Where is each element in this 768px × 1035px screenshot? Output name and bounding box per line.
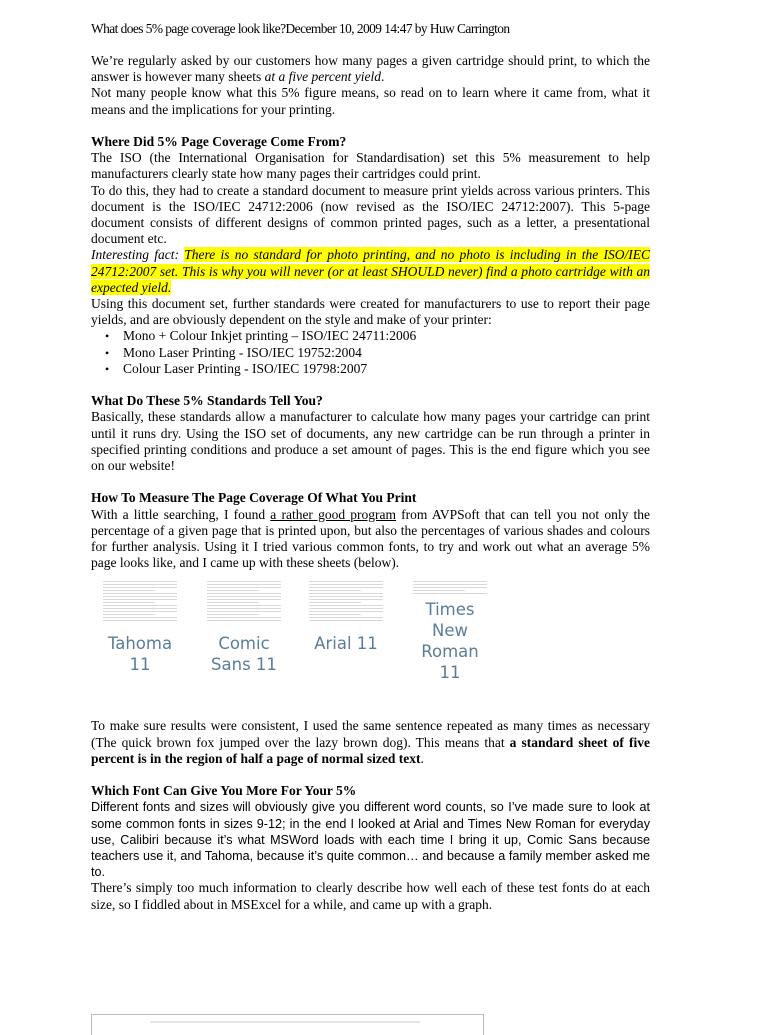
sample-text-line xyxy=(207,605,281,606)
sample-text-line xyxy=(413,584,487,585)
sample-text-line xyxy=(309,599,383,600)
sample-text-line xyxy=(103,590,155,591)
sheet-label: Times New Roman 11 xyxy=(421,600,479,683)
sample-text-line xyxy=(207,593,281,594)
sample-text-line xyxy=(207,614,259,615)
interesting-fact xyxy=(91,247,650,296)
sample-text-line xyxy=(309,590,361,591)
section-heading-origin: Where Did 5% Page Coverage Come From? xyxy=(91,134,347,149)
sample-text-line xyxy=(207,599,281,600)
sample-text-line xyxy=(207,581,281,582)
sheet-label: Arial 11 xyxy=(314,634,378,654)
sample-text-line xyxy=(309,584,383,585)
measure-paragraph-2: To make sure results were consistent, I used the same sentence repeated as many times as necessary (The quick brown fox jumped over the lazy brown dog). This means that a standard sheet of five percent is in the region of half a page of normal sized text. xyxy=(91,718,650,766)
sample-text-line xyxy=(309,587,383,588)
sample-text-line xyxy=(103,599,177,600)
program-link[interactable]: a rather good program xyxy=(270,506,397,522)
sample-sheet-arial xyxy=(305,577,387,693)
sample-text-lines xyxy=(103,581,177,623)
sample-text-line xyxy=(207,584,281,585)
sample-text-lines xyxy=(207,581,281,623)
fonts-paragraph-1: Different fonts and sizes will obviously give you different word counts, so I’ve made sure to look at some common fonts in sizes 9-12; in the end I looked at Arial and Times New Roman for everyday use, Calibiri because it’s what MSWord loads with each time I bring it up, Comic Sans because teachers use it, and Tahoma, because it’s quite common… and because a family member asked me to. xyxy=(91,800,650,880)
sample-text-line xyxy=(309,596,383,597)
list-item: • Mono Laser Printing - ISO/IEC 19752:2004 xyxy=(113,345,650,361)
sample-text-line xyxy=(103,614,155,615)
sheet-label: Comic Sans 11 xyxy=(211,634,277,675)
sample-text-line xyxy=(103,617,177,618)
sample-text-line xyxy=(103,584,177,585)
sample-text-line xyxy=(413,590,465,591)
sample-text-lines xyxy=(413,581,487,596)
graph-frame xyxy=(91,1014,484,1035)
intro-paragraph-1: We’re regularly asked by our customers how many pages a given cartridge should print, to which the answer is however many sheets at a five percent yield. xyxy=(91,53,650,85)
measure-paragraph-1: With a little searching, I found a rather good program from AVPSoft that can tell you not only the percentage of a given page that is printed upon, but also the percentages of various shades and colours for further analysis. Using it I tried various common fonts, to try and work out what an average 5% page looks like, and I came up with these sheets (below). xyxy=(91,506,651,571)
sample-text-line xyxy=(103,608,177,609)
fonts-paragraph-2: There’s simply too much information to clearly describe how well each of these test fonts do at each size, so I fiddled about in MSExcel for a while, and came up with a graph. xyxy=(91,880,650,912)
graph-title-faint xyxy=(150,1021,420,1023)
sample-text-line xyxy=(103,596,177,597)
list-item: • Mono + Colour Inkjet printing – ISO/IEC 24711:2006 xyxy=(113,328,650,344)
sample-text-line xyxy=(413,581,487,582)
sample-text-line xyxy=(103,620,177,621)
sample-text-line xyxy=(207,620,281,621)
sample-text-lines xyxy=(309,581,383,623)
sample-text-line xyxy=(309,608,383,609)
sample-text-line xyxy=(103,587,177,588)
sample-text-line xyxy=(207,596,281,597)
sample-text-line xyxy=(207,611,281,612)
sample-text-line xyxy=(207,608,281,609)
sample-sheet-tahoma xyxy=(99,577,181,693)
sample-text-line xyxy=(309,605,383,606)
list-item: • Colour Laser Printing - ISO/IEC 19798:2007 xyxy=(113,361,650,377)
sample-text-line xyxy=(309,620,383,621)
intro-paragraph-2: Not many people know what this 5% figure means, so read on to learn where it came from, what it means and the implications for your printing. xyxy=(91,85,650,117)
sample-sheet-comic-sans xyxy=(203,577,285,693)
sample-text-line xyxy=(103,611,177,612)
sample-text-line xyxy=(207,590,259,591)
sample-text-line xyxy=(103,602,155,603)
section-heading-fonts: Which Font Can Give You More For Your 5% xyxy=(91,783,357,799)
sample-text-line xyxy=(207,587,281,588)
standards-list xyxy=(91,328,650,377)
fact-label: Interesting fact: xyxy=(91,247,185,263)
sample-text-line xyxy=(413,593,487,594)
sample-text-line xyxy=(207,602,259,603)
sample-text-line xyxy=(413,587,487,588)
origin-paragraph-2: To do this, they had to create a standard document to measure print yields across various printers. This document is the ISO/IEC 24712:2006 (now revised as the ISO/IEC 24712:2007). This 5-page document consists of different designs of common printed pages, such as a letter, a presentational document etc. xyxy=(91,182,650,247)
sample-text-line xyxy=(309,593,383,594)
article-body xyxy=(91,53,650,913)
sample-text-line xyxy=(309,581,383,582)
key-finding: a standard sheet of five percent is in the region of half a page of normal sized text xyxy=(91,734,650,766)
section-heading-measure: How To Measure The Page Coverage Of What You Print xyxy=(91,490,417,506)
sample-sheet-times xyxy=(409,577,491,693)
sample-text-line xyxy=(103,593,177,594)
sample-text-line xyxy=(103,605,177,606)
sample-text-line xyxy=(309,602,361,603)
sample-text-line xyxy=(309,617,383,618)
section-heading-standards: What Do These 5% Standards Tell You? xyxy=(91,393,323,409)
sample-text-line xyxy=(309,611,383,612)
sample-text-line xyxy=(207,617,281,618)
sample-text-line xyxy=(103,581,177,582)
origin-paragraph-1: The ISO (the International Organisation for Standardisation) set this 5% measurement to help manufacturers clearly state how many pages their cartridges could print. xyxy=(91,150,650,182)
highlighted-fact: There is no standard for photo printing, and no photo is including in the ISO/IEC 24712:2007 set. This is why you will never (or at least SHOULD never) find a photo cartridge with an expected yield. xyxy=(91,247,650,295)
sheet-label: Tahoma 11 xyxy=(107,634,173,675)
document-header: What does 5% page coverage look like?December 10, 2009 14:47 by Huw Carrington xyxy=(91,21,510,36)
origin-paragraph-3: Using this document set, further standards were created for manufacturers to use to report their page yields, and are obviously dependent on the style and make of your printer: xyxy=(91,296,650,328)
font-sample-sheets xyxy=(91,577,650,710)
standards-paragraph: Basically, these standards allow a manufacturer to calculate how many pages your cartridge can print until it runs dry. Using the ISO set of documents, any new cartridge can be run through a printer in specified printing conditions and produce a set amount of pages. This is the end figure which you see on our website! xyxy=(91,409,650,474)
five-percent-yield-phrase: at a five percent yield xyxy=(264,69,382,85)
sample-text-line xyxy=(309,614,361,615)
